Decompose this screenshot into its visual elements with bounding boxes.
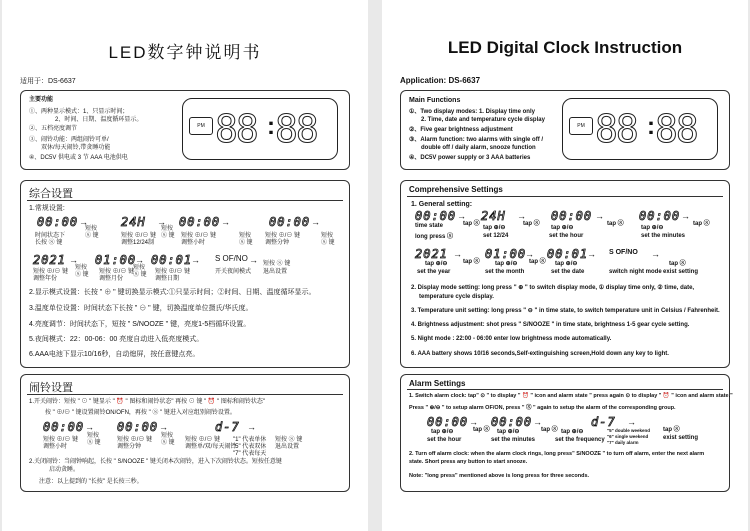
step-label: 短按 [161, 433, 174, 439]
setting-item: 6. AAA battery shows 10/16 seconds,Self-extinguishing screen,Hold down any key to light. [411, 351, 669, 357]
step-label: 调整日期 [155, 276, 180, 282]
arrow-icon: → [69, 255, 78, 265]
pm-indicator: PM [569, 117, 593, 135]
divider [407, 389, 723, 390]
arrow-icon: → [517, 211, 526, 221]
comprehensive-heading: 综合设置 [29, 188, 73, 200]
step-label: tap Ⓢ [693, 221, 710, 227]
step-label: 开关夜间模式 [215, 269, 252, 275]
step-label: tap Ⓢ [463, 221, 480, 227]
clock-colon: : [267, 113, 275, 140]
comprehensive-settings-box [400, 180, 730, 368]
general-setting-label: 1.常规设置: [29, 205, 65, 212]
step-label: Ⓢ 键 [85, 233, 99, 239]
step-label: 调整小时 [43, 444, 68, 450]
step-label: tap Ⓢ [663, 427, 680, 433]
divider [27, 200, 343, 201]
step-label: tap Ⓢ [529, 259, 546, 265]
arrow-icon: → [157, 217, 166, 227]
step-label: "1" 代表单休 [233, 437, 267, 443]
arrow-icon: → [85, 422, 94, 432]
lcd-hour: 00:00 [551, 209, 593, 223]
step-label: 调整小时 [181, 240, 206, 246]
arrow-icon: → [247, 422, 256, 432]
alarm-note: Note: "long press" mentioned above is long press for three seconds. [409, 473, 590, 479]
alarm-item: 2. Turn off alarm clock: when the alarm clock rings, long press" S/NOOZE " to turn off alarm, enter the next alarm [409, 451, 705, 457]
step-label: tap ⊕/⊖ [551, 225, 574, 231]
step-label: tap ⊕/⊖ [425, 261, 448, 267]
step-label: time state [415, 223, 444, 229]
lcd-date: 00:01 [547, 247, 589, 261]
step-label: 短按 [321, 233, 334, 239]
function-item: ③、闹铃功能：两组闹铃可单/ [29, 137, 109, 143]
function-item: 2、时间、日期、温度循环显示。 [55, 117, 143, 123]
clock-colon: : [647, 113, 655, 140]
divider [407, 196, 723, 197]
function-item: ④、DC5V 供电或 3 节 AAA 电池供电 [29, 155, 128, 161]
arrow-icon: → [453, 249, 462, 259]
arrow-icon: → [79, 217, 88, 227]
step-label: 调整年份 [33, 276, 58, 282]
application-model: 适用于：DS-6637 [20, 78, 76, 85]
application-model: Application: DS-6637 [400, 76, 481, 85]
setting-item: temperature cycle display. [419, 294, 494, 300]
setting-item: 5.夜间模式：22：00-06：00 亮度自动进入低亮度模式。 [29, 336, 204, 343]
arrow-icon: → [587, 249, 596, 259]
step-label: 短按 ⊕/⊖ 键 [121, 233, 157, 239]
step-label: 短按 ⊕/⊖ 键 [99, 269, 135, 275]
step-label: 短按 [133, 265, 146, 271]
arrow-icon: → [249, 255, 258, 265]
arrow-icon: → [525, 249, 534, 259]
step-label: tap Ⓢ [473, 427, 490, 433]
alarm-item: 1. Switch alarm clock: tap" ⊙ " to display " ⏰ " icon and alarm state " press again ⊙ to display " ⏰ " icon and alarm state." [409, 393, 733, 399]
step-label: long press Ⓢ [415, 234, 454, 240]
step-label: 短按 [75, 265, 88, 271]
step-label: Ⓢ 键 [161, 440, 175, 446]
arrow-icon: → [159, 422, 168, 432]
step-label: 短按 Ⓢ 键 [263, 261, 291, 267]
setting-item: 2.显示模式设置：长按 " ⊕ " 键切换显示模式:①只显示时间；②时间、日期、温度循环显示。 [29, 289, 316, 296]
step-label: set 12/24 [483, 233, 509, 239]
clock-minutes: 88 [275, 107, 317, 151]
function-item: 2. Time, date and temperature cycle display [421, 117, 545, 123]
clock-minutes: 88 [655, 107, 697, 151]
lcd-minute: 00:00 [269, 215, 311, 229]
step-label: set the minutes [641, 233, 686, 239]
step-label: 短按 Ⓢ 键 [275, 437, 303, 443]
step-label: 短按 ⊕/⊖ 键 [265, 233, 301, 239]
comprehensive-heading: Comprehensive Settings [409, 185, 503, 194]
lcd-year: 2021 [415, 247, 448, 261]
alarm-item: 启动贪睡。 [49, 467, 80, 473]
step-label: Ⓢ 键 [321, 240, 335, 246]
step-label: "5" 代表双休 [233, 444, 267, 450]
setting-item: 3.温度单位设置：时间状态下长按 " ⊖ " 键，切换温度单位摄氏/华氏度。 [29, 305, 253, 312]
arrow-icon: → [681, 211, 690, 221]
english-manual-page [382, 0, 748, 531]
step-label: 调整分钟 [265, 240, 290, 246]
arrow-icon: → [221, 217, 230, 227]
step-label: 短按 ⊕/⊖ 键 [181, 233, 217, 239]
step-label: 时间状态下 [35, 233, 66, 239]
function-item: ①、Two display modes: 1. Display time only [409, 109, 535, 115]
step-label: "7" daily alarm [607, 440, 639, 445]
main-functions-heading: 主要功能 [29, 97, 54, 103]
function-item: ④、DC5V power supply or 3 AAA batteries [409, 155, 531, 161]
alarm-item: 2.关闭闹铃：当闹钟响起，长按 " S/NOOZE " 键关闭本次闹铃，进入下次闹铃状态。短按任意键 [29, 459, 282, 465]
step-label: tap ⊕/⊖ [641, 225, 664, 231]
arrow-icon: → [595, 211, 604, 221]
alarm-settings-box [20, 374, 350, 492]
arrow-icon: → [651, 249, 660, 259]
step-label: set the frequency [555, 437, 605, 443]
lcd-minute: 00:00 [639, 209, 681, 223]
step-label: tap ⊕/⊖ [555, 261, 578, 267]
step-label: 短按 [239, 233, 252, 239]
lcd-year: 2021 [33, 253, 66, 267]
setting-item: 4. Brightness adjustment: shot press " S/NOOZE " in time state, brightness 1-5 gear cycle setting. [411, 322, 690, 328]
lcd-alarm-freq: d-7 [591, 415, 616, 429]
step-label: 调整12/24制 [121, 240, 155, 246]
step-label: 短按 [161, 226, 174, 232]
step-label: 调整单/双/每天闹铃 [185, 444, 237, 450]
step-label: 短按 [85, 226, 98, 232]
lcd-alarm-minute: 00:00 [117, 420, 159, 434]
lcd-month: 01:00 [95, 253, 137, 267]
lcd-alarm-hour: 00:00 [427, 415, 469, 429]
alarm-item: 按 " ⊕/⊖ " 键设置闹铃ON/OFN，再按 " Ⓢ " 键进入对应组别闹铃设置。 [45, 410, 236, 416]
step-label: 短按 ⊕/⊖ 键 [33, 269, 69, 275]
step-label: 退出设置 [275, 444, 300, 450]
step-label: tap ⊕/⊖ [483, 225, 506, 231]
step-label: exist setting [663, 269, 699, 275]
step-label: 短按 [87, 433, 100, 439]
page-title: LED Digital Clock Instruction [447, 38, 683, 57]
function-item: ②、五档亮度调节 [29, 126, 78, 132]
step-label: set the hour [549, 233, 584, 239]
alarm-note: 注意：以上提到的 "长按" 是长按三秒。 [39, 479, 143, 485]
setting-item: 4.亮度调节：时间状态下，短按 " S/NOOZE " 键，亮度1-5档循环设置。 [29, 321, 251, 328]
function-item: 双休/每天闹铃,带贪睡功能 [41, 145, 111, 151]
lcd-alarm-minute: 00:00 [491, 415, 533, 429]
step-label: 调整月份 [99, 276, 124, 282]
step-label: tap Ⓢ [669, 261, 686, 267]
step-label: 调整分钟 [117, 444, 142, 450]
arrow-icon: → [627, 417, 636, 427]
lcd-alarm-freq: d-7 [215, 420, 240, 434]
step-label: 退出设置 [263, 269, 288, 275]
step-label: Ⓢ 键 [75, 272, 89, 278]
step-label: 短按 ⊕/⊖ 键 [43, 437, 79, 443]
alarm-heading: Alarm Settings [409, 379, 466, 388]
step-label: tap Ⓢ [607, 221, 624, 227]
alarm-item: Press " ⊕/⊖ " to setup alarm OF/ON, press " Ⓢ " again to setup the alarm of the corresponding group. [409, 405, 676, 411]
lcd-24h: 24H [121, 215, 146, 229]
step-label: tap Ⓢ [463, 259, 480, 265]
main-functions-heading: Main Functions [409, 97, 461, 104]
step-label: 短按 ⊕/⊖ 键 [117, 437, 153, 443]
arrow-icon: → [311, 217, 320, 227]
step-label: tap ⊕/⊖ [561, 429, 584, 435]
clock-hours: 88 [215, 107, 257, 151]
lcd-24h: 24H [481, 209, 506, 223]
step-label: 长按 Ⓢ 键 [35, 240, 63, 246]
function-item: ②、Five gear brightness adjustment [409, 127, 513, 133]
step-label: set the year [417, 269, 451, 275]
lcd-time: 00:00 [37, 215, 79, 229]
step-label: switch night mode [609, 269, 662, 275]
step-label: exist setting [663, 435, 699, 441]
lcd-hour: 00:00 [179, 215, 221, 229]
step-label: tap ⊕/⊖ [495, 261, 518, 267]
arrow-icon: → [469, 417, 478, 427]
arrow-icon: → [457, 211, 466, 221]
step-label: Ⓢ 键 [161, 233, 175, 239]
general-setting-label: 1. General setting: [411, 201, 473, 208]
setting-item: 2. Display mode setting: long press " ⊕ " to switch display mode, ① display time only, ② time, date, [411, 285, 695, 291]
clock-hours: 88 [595, 107, 637, 151]
function-item: ①、两种显示模式：1、只显示时间； [29, 109, 129, 115]
alarm-settings-box [400, 374, 733, 492]
step-label: set the date [551, 269, 585, 275]
alarm-item: state. Short press any button to start snooze. [409, 459, 528, 465]
setting-item: 3. Temperature unit setting: long press " ⊖ " in time state, to switch temperature unit in Celsius / Fahrenheit. [411, 308, 720, 314]
comprehensive-settings-box [20, 180, 350, 368]
step-label: set the minutes [491, 437, 536, 443]
lcd-alarm-hour: 00:00 [43, 420, 85, 434]
step-label: set the hour [427, 437, 462, 443]
arrow-icon: → [135, 255, 144, 265]
lcd-time: 00:00 [415, 209, 457, 223]
setting-item: 6.AAA电池下显示10/16秒，自动熄屏，按任意键点亮。 [29, 351, 200, 358]
step-label: "7" 代表每天 [233, 451, 267, 457]
step-label: "5" double weekend [607, 428, 651, 433]
alarm-item: 1.开关闹铃：短按 " ⊙ " 键显示 " ⏰ " 图标和闹铃状态" 再按 ⊙ 键 " ⏰ " 图标和闹铃状态" [29, 399, 265, 405]
clock-illustration [562, 98, 718, 160]
lcd-month: 01:00 [485, 247, 527, 261]
alarm-heading: 闹铃设置 [29, 382, 73, 394]
chinese-manual-page [2, 0, 368, 531]
arrow-icon: → [533, 417, 542, 427]
page-title: LED数字钟说明书 [108, 43, 262, 62]
function-item: double off / daily alarm, snooze function [421, 145, 536, 151]
pm-indicator: PM [189, 117, 213, 135]
arrow-icon: → [191, 255, 200, 265]
step-label: 短按 ⊕/⊖ 键 [185, 437, 221, 443]
clock-illustration [182, 98, 338, 160]
lcd-date: 00:01 [151, 253, 193, 267]
step-label: tap ⊕/⊖ [431, 429, 454, 435]
step-label: Ⓢ 键 [87, 440, 101, 446]
night-mode-label: S OF/NO [215, 254, 248, 263]
step-label: tap Ⓢ [523, 221, 540, 227]
step-label: tap ⊕/⊖ [497, 429, 520, 435]
divider [27, 394, 343, 395]
step-label: "6" single weekend [607, 434, 649, 439]
step-label: tap Ⓢ [541, 427, 558, 433]
setting-item: 5. Night mode : 22:00 - 06:00 enter low brightness mode automatically. [411, 336, 612, 342]
step-label: Ⓢ 键 [239, 240, 253, 246]
step-label: set the month [485, 269, 525, 275]
night-mode-label: S OF/NO [609, 249, 638, 256]
step-label: Ⓢ 键 [133, 272, 147, 278]
step-label: 短按 ⊕/⊖ 键 [155, 269, 191, 275]
function-item: ③、Alarm function: two alarms with single off / [409, 137, 544, 143]
